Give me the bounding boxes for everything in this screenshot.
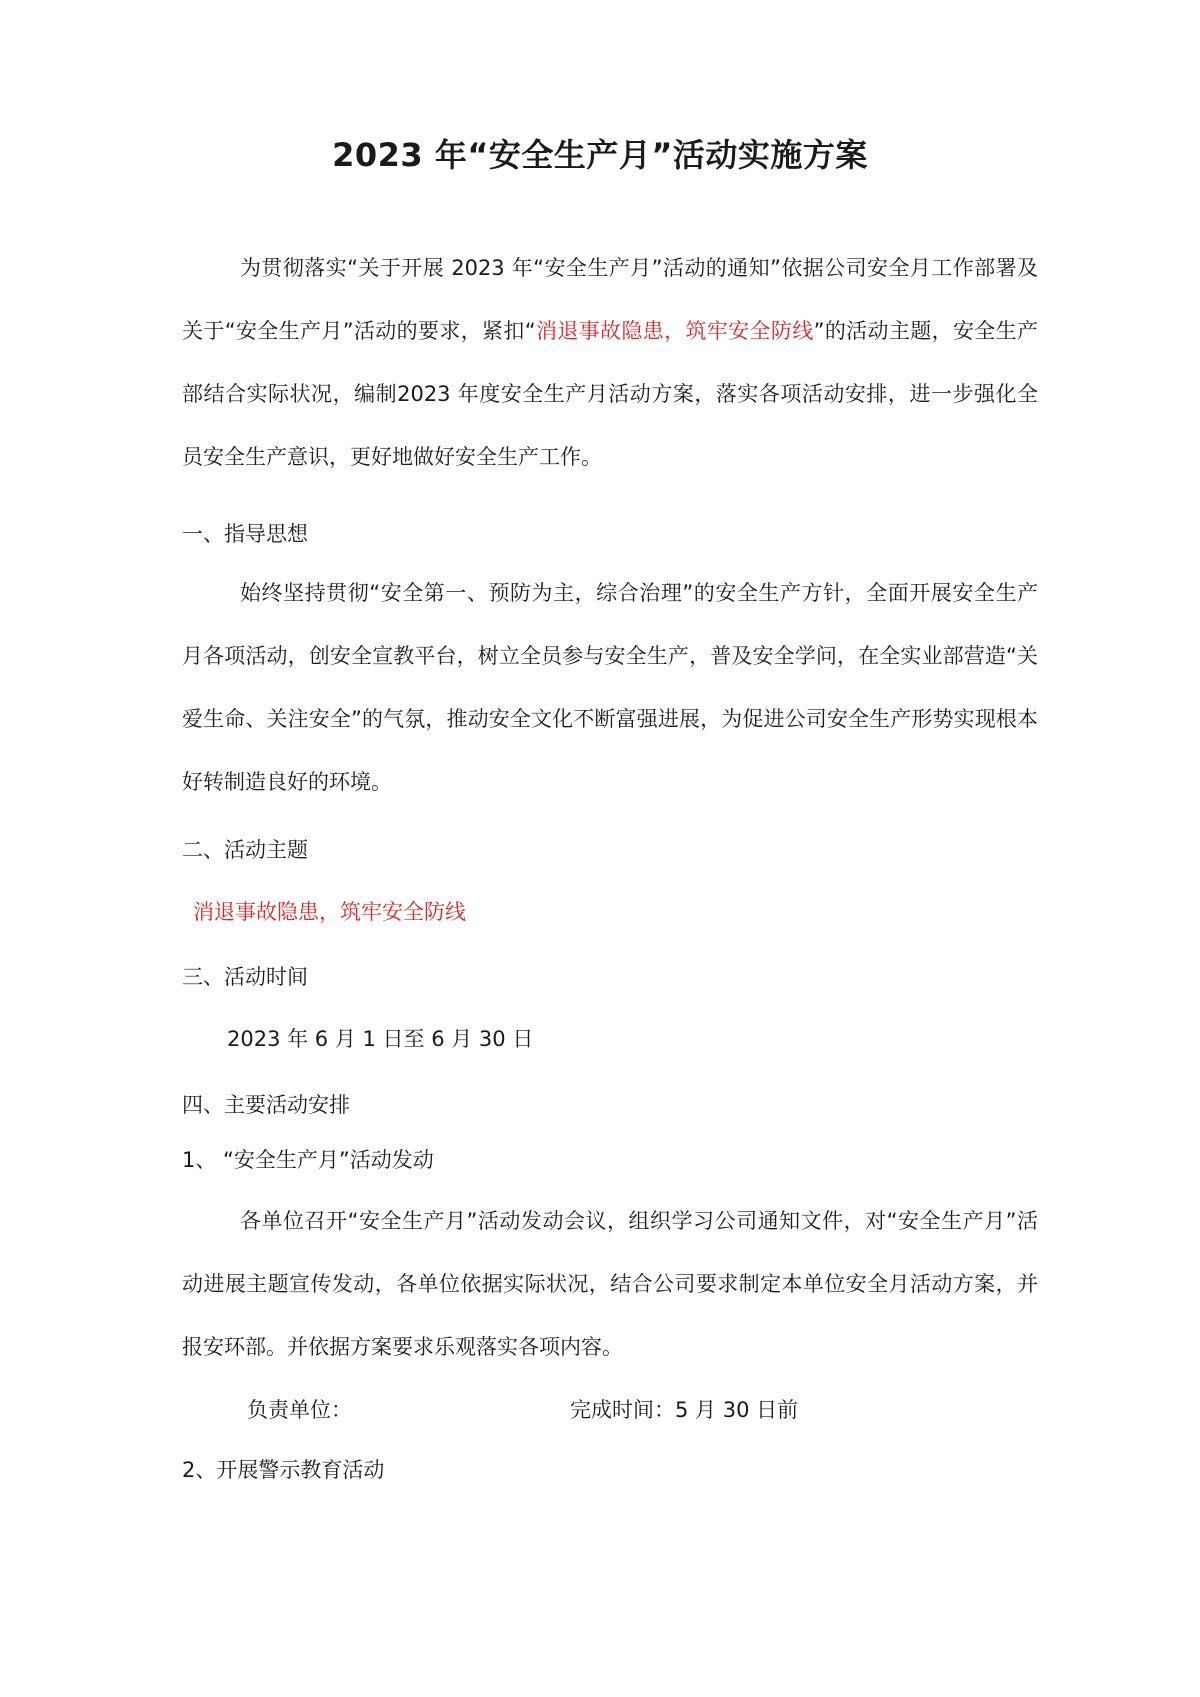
intro-paragraph bbox=[182, 237, 1038, 489]
activity-theme: 消退事故隐患，筑牢安全防线 bbox=[193, 900, 466, 924]
document-title: 2023 年“安全生产月”活动实施方案 bbox=[332, 136, 868, 174]
intro-text-part1: 为贯彻落实“关于开展 2023 年“安全生产月”活动的通知”依据公司安全月工作部署及关于“安全生产月”活动的要求，紧扣“ bbox=[182, 256, 1038, 343]
section3-heading: 三、活动时间 bbox=[182, 965, 308, 989]
section1-body: 始终坚持贯彻“安全第一、预防为主，综合治理”的安全生产方针，全面开展安全生产月各项活动，创安全宣教平台，树立全员参与安全生产，普及安全学问，在全实业部营造“关爱生命、关注安全”的气氛，推动安全文化不断富强进展，为促进公司安全生产形势实现根本好转制造良好的环境。 bbox=[182, 581, 1038, 794]
activity-period: 2023 年 6 月 1 日至 6 月 30 日 bbox=[227, 1027, 534, 1051]
section1-heading: 一、指导思想 bbox=[182, 522, 308, 546]
item1-heading: 1、 “安全生产月”活动发动 bbox=[182, 1148, 434, 1172]
intro-text-part2: ”的活动主题，安全生产部结合实际状况，编制2023 年度安全生产月活动方案，落实各项活动安排，进一步强化全员安全生产意识，更好地做好安全生产工作。 bbox=[182, 319, 1039, 469]
section4-heading: 四、主要活动安排 bbox=[182, 1093, 350, 1117]
intro-theme-highlight: 消退事故隐患，筑牢安全防线 bbox=[535, 319, 814, 343]
item2-heading: 2、开展警示教育活动 bbox=[182, 1458, 385, 1482]
section2-heading: 二、活动主题 bbox=[182, 838, 308, 862]
responsible-unit-label: 负责单位： bbox=[247, 1398, 352, 1422]
deadline-label: 完成时间：5 月 30 日前 bbox=[570, 1398, 799, 1422]
item1-body: 各单位召开“安全生产月”活动发动会议，组织学习公司通知文件，对“安全生产月”活动进展主题宣传发动，各单位依据实际状况，结合公司要求制定本单位安全月活动方案，并报安环部。并依据方案要求乐观落实各项内容。 bbox=[182, 1209, 1038, 1359]
